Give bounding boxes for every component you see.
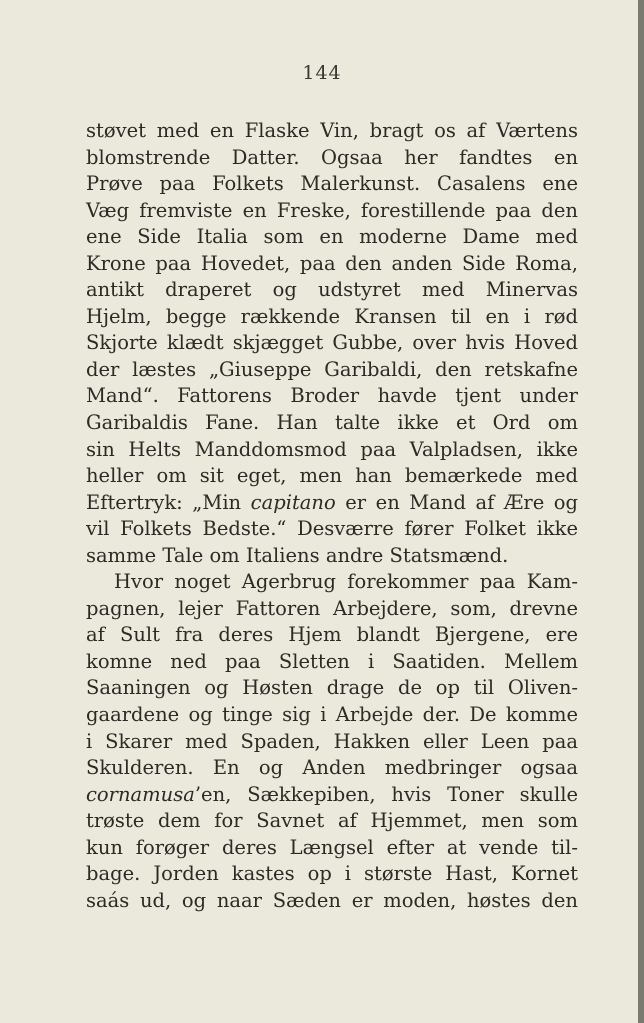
text-line: Skjorte klædt skjægget Gubbe, over hvis Hoved [86,331,578,355]
text-line: Garibaldis Fane. Han talte ikke et Ord om [86,411,578,435]
page-edge [638,0,644,1023]
italic-word: capitano [250,490,336,514]
text-line [86,490,578,517]
text-line: Væg fremviste en Freske, forestillende paa den [86,198,578,222]
text-line: Prøve paa Folkets Malerkunst. Casalens ene [86,172,578,196]
text-line: gaardene og tinge sig i Arbejde der. De komme [86,703,578,727]
text-line: kun forøger deres Længsel efter at vende til- [86,835,578,859]
text-line: blomstrende Datter. Ogsaa her fandtes en [86,145,578,169]
text-line: trøste dem for Savnet af Hjemmet, men som [86,809,578,833]
text-line: støvet med en Flaske Vin, bragt os af Værtens [86,119,578,142]
text-line: heller om sit eget, men han bemærkede med [86,464,578,488]
text-line: i Skarer med Spaden, Hakken eller Leen paa [86,729,578,753]
italic-word: cornamusa [86,782,195,806]
text-line: Hjelm, begge rækkende Kransen til en i rød [86,304,578,328]
paragraph-1 [86,118,578,569]
text-line: komne ned paa Sletten i Saatiden. Mellem [86,649,578,673]
text-line: Mand“. Fattorens Broder havde tjent under [86,384,578,408]
page-number: 144 [302,62,342,84]
text-line: saás ud, og naar Sæden er moden, høstes den [86,888,578,912]
text-line [86,782,578,809]
text-line: Skulderen. En og Anden medbringer ogsaa [86,756,578,780]
text-line: ene Side Italia som en moderne Dame med [86,225,578,249]
text-segment: er en Mand af Ære og [335,490,578,514]
text-line: Saaningen og Høsten drage de op til Oliven- [86,676,578,700]
text-line: vil Folkets Bedste.“ Desværre fører Folket ikke [86,517,578,541]
text-line: Krone paa Hovedet, paa den anden Side Roma, [86,251,578,275]
text-line: der læstes „Giuseppe Garibaldi, den retskafne [86,357,578,381]
text-line: Hvor noget Agerbrug forekommer paa Kam- [114,570,578,594]
text-line: af Sult fra deres Hjem blandt Bjergene, ere [86,623,578,647]
body-text [86,118,578,914]
text-line: pagnen, lejer Fattoren Arbejdere, som, drevne [86,596,578,620]
text-line: samme Tale om Italiens andre Statsmænd. [86,543,509,567]
text-line: antikt draperet og udstyret med Minervas [86,278,578,302]
text-segment: Eftertryk: „Min [86,490,251,514]
text-line: bage. Jorden kastes op i største Hast, Kornet [86,862,578,886]
text-line: sin Helts Manddomsmod paa Valpladsen, ikke [86,437,578,461]
text-segment: ’en, Sækkepiben, hvis Toner skulle [194,782,578,806]
paragraph-2 [86,569,578,914]
